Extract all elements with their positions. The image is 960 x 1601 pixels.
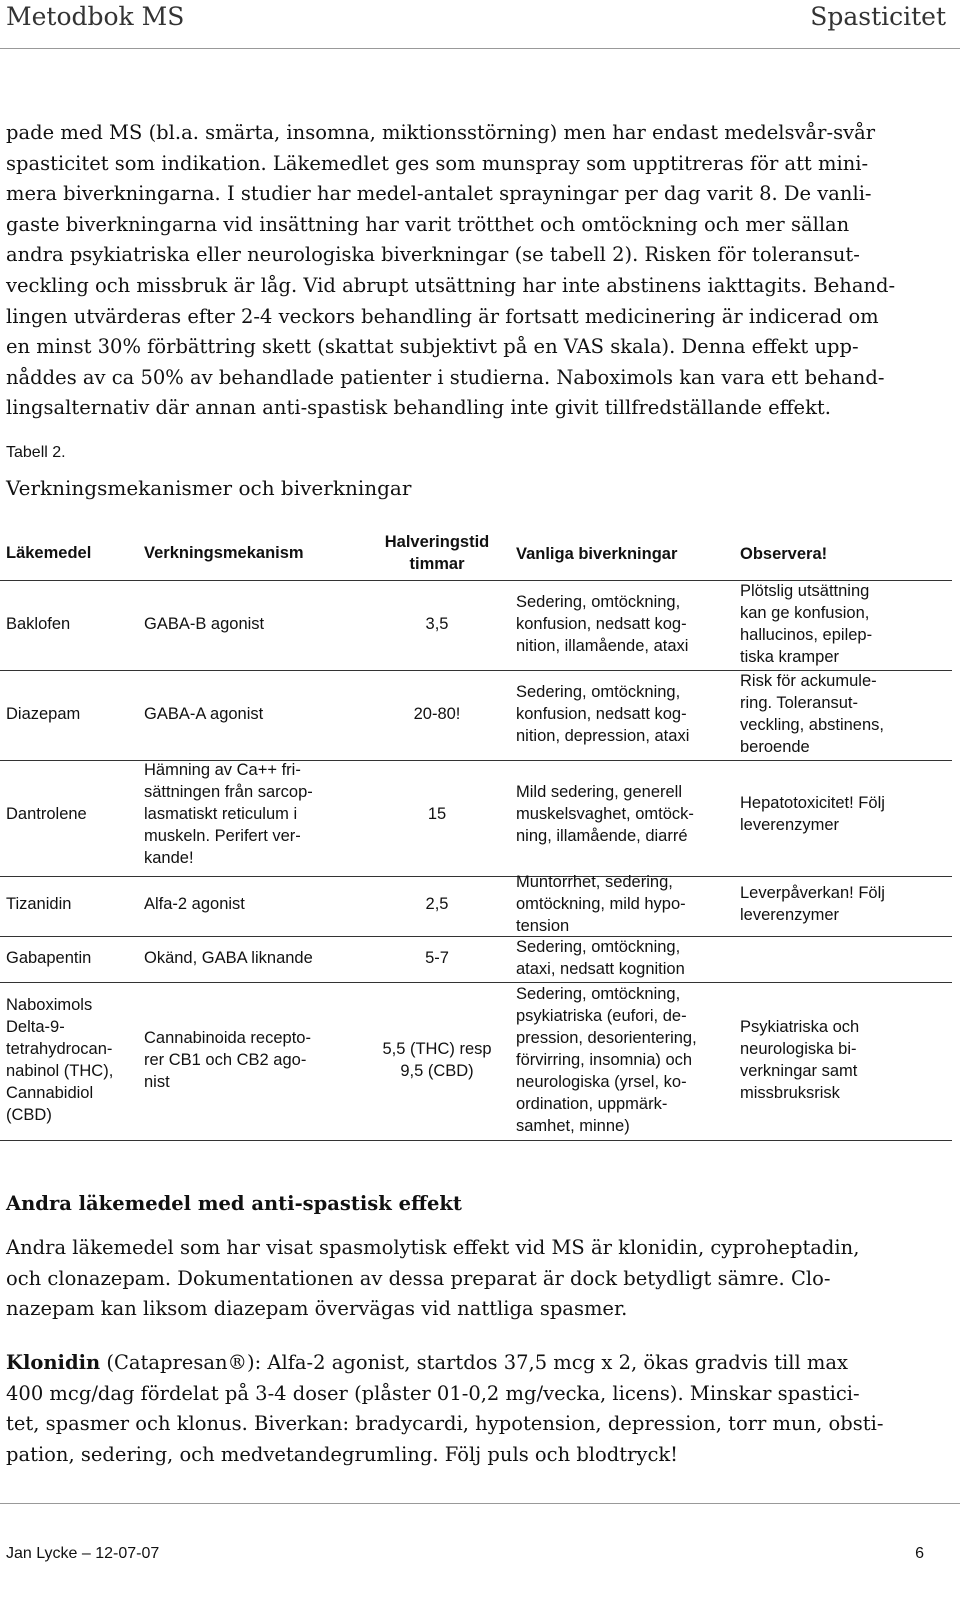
section-paragraph	[6, 1233, 946, 1325]
cell-line: sättningen från sarcop-	[144, 783, 313, 801]
text-line: lingen utvärderas efter 2-4 veckors behandling är fortsatt medicinering är indicerad om	[6, 304, 879, 328]
header-mechanism: Verkningsmekanism	[144, 544, 304, 562]
header-halflife	[362, 531, 512, 575]
table-row-divider	[0, 982, 952, 983]
cell-line: pression, desorientering,	[516, 1029, 697, 1047]
cell-line: Sedering, omtöckning,	[516, 683, 681, 701]
cell-line: Delta-9-	[6, 1018, 65, 1036]
cell-line: leverenzymer	[740, 816, 840, 834]
table-cell-drug	[6, 703, 136, 725]
cell-line: ning, illamående, diarré	[516, 827, 688, 845]
cell-line: Risk för ackumule-	[740, 672, 877, 690]
table-cell-mechanism	[144, 893, 360, 915]
cell-line: 15	[427, 805, 447, 823]
cell-line: Psykiatriska och	[740, 1018, 860, 1036]
cell-line: Muntorrhet, sedering,	[516, 873, 673, 891]
cell-line: Sedering, omtöckning,	[516, 985, 681, 1003]
cell-line: verkningar samt	[740, 1062, 858, 1080]
cell-line: konfusion, nedsatt kog-	[516, 705, 687, 723]
cell-line: neurologiska bi-	[740, 1040, 857, 1058]
table-cell-halflife	[362, 893, 512, 915]
cell-line: beroende	[740, 738, 810, 756]
table-cell-mechanism	[144, 703, 360, 725]
table-cell-side-effects	[516, 781, 738, 847]
cell-line: nabinol (THC),	[6, 1062, 114, 1080]
header-halflife-line: Halveringstid	[384, 533, 490, 551]
cell-line: nition, illamående, ataxi	[516, 637, 689, 655]
cell-line: Sedering, omtöckning,	[516, 938, 681, 956]
table-cell-drug	[6, 893, 136, 915]
cell-line: hallucinos, epilep-	[740, 626, 873, 644]
cell-line: nition, depression, ataxi	[516, 727, 690, 745]
cell-line: Hepatotoxicitet! Följ	[740, 794, 885, 812]
running-header-title: Metodbok MS	[6, 2, 185, 31]
cell-line: Gabapentin	[6, 949, 92, 967]
cell-line: GABA-B agonist	[144, 615, 265, 633]
cell-line: Hämning av Ca++ fri-	[144, 761, 301, 779]
table-cell-halflife	[362, 703, 512, 725]
cell-line: kande!	[144, 849, 194, 867]
table-cell-note	[740, 580, 954, 668]
cell-line: Dantrolene	[6, 805, 87, 823]
cell-line: ring. Toleransut-	[740, 694, 859, 712]
cell-line: Baklofen	[6, 615, 71, 633]
footer-author-date: Jan Lycke – 12-07-07	[6, 1545, 160, 1562]
text-line: pation, sedering, och medvetandegrumling. Följ puls och blodtryck!	[6, 1442, 679, 1466]
table-cell-side-effects	[516, 681, 738, 747]
cell-line: rer CB1 och CB2 ago-	[144, 1051, 307, 1069]
cell-line: 5,5 (THC) resp	[382, 1040, 492, 1058]
running-header-chapter: Spasticitet	[810, 2, 946, 31]
cell-line: lasmatiskt reticulum i	[144, 805, 298, 823]
cell-line: Tizanidin	[6, 895, 72, 913]
cell-line: tiska kramper	[740, 648, 840, 666]
cell-line: 9,5 (CBD)	[400, 1062, 474, 1080]
cell-line: kan ge konfusion,	[740, 604, 870, 622]
cell-line: muskeln. Perifert ver-	[144, 827, 301, 845]
cell-line: 5-7	[425, 949, 449, 967]
cell-line: Sedering, omtöckning,	[516, 593, 681, 611]
table-cell-note	[740, 792, 954, 836]
cell-line: missbruksrisk	[740, 1084, 840, 1102]
text-line: andra psykiatriska eller neurologiska biverkningar (se tabell 2). Risken för toleransut-	[6, 243, 860, 267]
cell-line: Cannabidiol	[6, 1084, 94, 1102]
table-cell-note	[740, 1016, 954, 1104]
table-cell-side-effects	[516, 591, 738, 657]
klonidin-term: Klonidin	[6, 1351, 101, 1374]
klonidin-paragraph	[6, 1348, 946, 1470]
table-cell-side-effects	[516, 983, 738, 1137]
intro-paragraph	[6, 118, 946, 424]
cell-line: Diazepam	[6, 705, 81, 723]
table-cell-mechanism	[144, 1027, 360, 1093]
text-line: gaste biverkningarna vid insättning har varit trötthet och omtöckning och mer sällan	[6, 212, 850, 236]
table-cell-drug	[6, 994, 136, 1126]
table-row-divider	[0, 1140, 952, 1141]
text-line: lingsalternativ där annan anti-spastisk behandling inte givit tillfredställande effekt.	[6, 396, 831, 420]
table-cell-mechanism	[144, 613, 360, 635]
table-cell-side-effects	[516, 936, 738, 980]
cell-line: neurologiska (yrsel, ko-	[516, 1073, 687, 1091]
table-title: Verkningsmekanismer och biverkningar	[6, 476, 412, 500]
table-cell-halflife	[362, 1038, 512, 1082]
cell-line: nist	[144, 1073, 170, 1091]
cell-line: omtöckning, mild hypo-	[516, 895, 686, 913]
text-line: tet, spasmer och klonus. Biverkan: bradycardi, hypotension, depression, torr mun, obsti-	[6, 1412, 884, 1435]
cell-line: 2,5	[425, 895, 449, 913]
table-row-divider	[0, 876, 952, 877]
text-line: nåddes av ca 50% av behandlade patienter i studierna. Naboximols kan vara ett behand-	[6, 365, 885, 389]
table-cell-drug	[6, 613, 136, 635]
text-line: nazepam kan liksom diazepam övervägas vid nattliga spasmer.	[6, 1297, 628, 1320]
cell-line: muskelsvaghet, omtöck-	[516, 805, 694, 823]
table-cell-halflife	[362, 803, 512, 825]
text-line: 400 mcg/dag fördelat på 3-4 doser (plåster 01-0,2 mg/vecka, licens). Minskar spastici-	[6, 1381, 860, 1405]
cell-line: samhet, minne)	[516, 1117, 630, 1135]
cell-line: psykiatriska (eufori, de-	[516, 1007, 687, 1025]
cell-line: Okänd, GABA liknande	[144, 949, 313, 967]
cell-line: konfusion, nedsatt kog-	[516, 615, 687, 633]
header-side-effects: Vanliga biverkningar	[516, 545, 678, 563]
header-divider	[0, 48, 960, 49]
table-cell-mechanism	[144, 759, 360, 869]
cell-line: Leverpåverkan! Följ	[740, 884, 885, 902]
cell-line: Naboximols	[6, 996, 93, 1014]
cell-line: Plötslig utsättning	[740, 582, 870, 600]
text-line: veckling och missbruk är låg. Vid abrupt utsättning har inte abstinens iakttagits. Behand-	[6, 273, 896, 297]
header-drug: Läkemedel	[6, 544, 92, 562]
cell-line: Cannabinoida recepto-	[144, 1029, 311, 1047]
cell-line: Mild sedering, generell	[516, 783, 683, 801]
cell-line: 3,5	[425, 615, 449, 633]
klonidin-first-line: (Catapresan®): Alfa-2 agonist, startdos 37,5 mcg x 2, ökas gradvis till max	[100, 1351, 849, 1374]
cell-line: ordination, uppmärk-	[516, 1095, 668, 1113]
header-note: Observera!	[740, 545, 828, 563]
text-line: spasticitet som indikation. Läkemedlet ges som munspray som upptitreras för att mini-	[6, 151, 869, 175]
cell-line: GABA-A agonist	[144, 705, 264, 723]
table-cell-note	[740, 670, 954, 758]
header-halflife-line: timmar	[409, 555, 465, 573]
table-cell-drug	[6, 947, 136, 969]
table-cell-note	[740, 882, 954, 926]
text-line: och clonazepam. Dokumentationen av dessa preparat är dock betydligt sämre. Clo-	[6, 1266, 831, 1290]
cell-line: ataxi, nedsatt kognition	[516, 960, 685, 978]
footer-divider	[0, 1503, 960, 1504]
table-cell-mechanism	[144, 947, 360, 969]
cell-line: tetrahydrocan-	[6, 1040, 113, 1058]
table-cell-drug	[6, 803, 136, 825]
cell-line: veckling, abstinens,	[740, 716, 884, 734]
page-number: 6	[915, 1545, 924, 1562]
text-line	[6, 1348, 946, 1379]
table-cell-halflife	[362, 613, 512, 635]
text-line: Andra läkemedel som har visat spasmolytisk effekt vid MS är klonidin, cyproheptadin,	[6, 1236, 860, 1259]
table-row-divider	[0, 760, 952, 761]
cell-line: förvirring, insomnia) och	[516, 1051, 693, 1069]
text-line: en minst 30% förbättring skett (skattat subjektivt på en VAS skala). Denna effekt upp-	[6, 335, 859, 359]
cell-line: leverenzymer	[740, 906, 840, 924]
cell-line: 20-80!	[413, 705, 461, 723]
cell-line: Alfa-2 agonist	[144, 895, 245, 913]
table-caption: Tabell 2.	[6, 444, 66, 461]
table-cell-halflife	[362, 947, 512, 969]
table-row-divider	[0, 936, 952, 937]
text-line: pade med MS (bl.a. smärta, insomna, miktionsstörning) men har endast medelsvår-svår	[6, 121, 876, 144]
cell-line: tension	[516, 917, 570, 935]
section-heading: Andra läkemedel med anti-spastisk effekt	[6, 1192, 462, 1215]
text-line: mera biverkningarna. I studier har medel-antalet sprayningar per dag varit 8. De vanli-	[6, 182, 872, 206]
table-cell-side-effects	[516, 871, 738, 937]
cell-line: (CBD)	[6, 1106, 52, 1124]
